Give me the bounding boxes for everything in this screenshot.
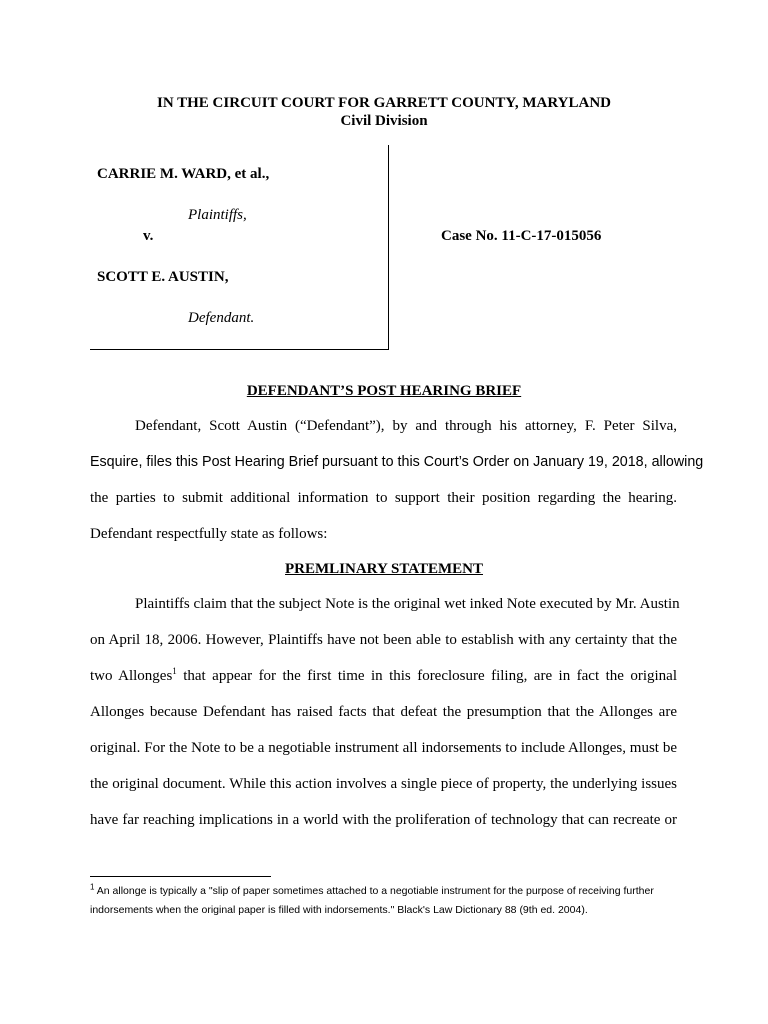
case-number: Case No. 11-C-17-015056 bbox=[441, 228, 602, 244]
footnote-reference[interactable]: 1 bbox=[172, 666, 177, 676]
intro-line: Defendant respectfully state as follows: bbox=[90, 526, 328, 542]
footnote-line: indorsements when the original paper is filled with indorsements." Black's Law Dictionary 88 (9th ed. 2004). bbox=[90, 904, 588, 916]
plaintiff-role: Plaintiffs, bbox=[188, 207, 247, 223]
plaintiff-name: CARRIE M. WARD, et al., bbox=[97, 166, 270, 182]
body-line: Allonges because Defendant has raised facts that defeat the presumption that the Allonges are bbox=[90, 704, 677, 720]
intro-line: the parties to submit additional information to support their position regarding the hearing. bbox=[90, 490, 677, 506]
footnote-line: $^1$ An allonge is typically a "slip of paper sometimes attached to a negotiable instrument for the purpose of receiving further bbox=[90, 882, 654, 897]
footnote-separator bbox=[90, 876, 271, 877]
body-line: have far reaching implications in a world with the proliferation of technology that can recreate or bbox=[90, 812, 677, 828]
section-heading: PREMLINARY STATEMENT bbox=[285, 561, 483, 577]
defendant-role: Defendant. bbox=[188, 310, 255, 326]
intro-line: Defendant, Scott Austin (“Defendant”), by and through his attorney, F. Peter Silva, bbox=[135, 418, 677, 434]
document-title: DEFENDANT’S POST HEARING BRIEF bbox=[246, 383, 522, 399]
court-division: Civil Division bbox=[340, 113, 428, 129]
body-line: original. For the Note to be a negotiable instrument all indorsements to include Allonges, must be bbox=[90, 740, 677, 756]
caption-bottom-divider bbox=[90, 349, 389, 350]
body-line: Plaintiffs claim that the subject Note is the original wet inked Note executed by Mr. Austin bbox=[135, 596, 680, 612]
versus-label: v. bbox=[143, 228, 154, 244]
defendant-name: SCOTT E. AUSTIN, bbox=[97, 269, 229, 285]
footnote-marker: 1 bbox=[90, 882, 95, 892]
court-name: IN THE CIRCUIT COURT FOR GARRETT COUNTY, MARYLAND bbox=[156, 95, 611, 111]
body-line: the original document. While this action involves a single piece of property, the underlying issues bbox=[90, 776, 677, 792]
body-line: two Allonges$^1$ that appear for the first time in this foreclosure filing, are in fact the original bbox=[90, 666, 677, 684]
caption-vertical-divider bbox=[388, 145, 389, 350]
intro-line: Esquire, files this Post Hearing Brief pursuant to this Court’s Order on January 19, 2018, allowing bbox=[90, 454, 704, 470]
body-line: on April 18, 2006. However, Plaintiffs have not been able to establish with any certainty that the bbox=[90, 632, 677, 648]
